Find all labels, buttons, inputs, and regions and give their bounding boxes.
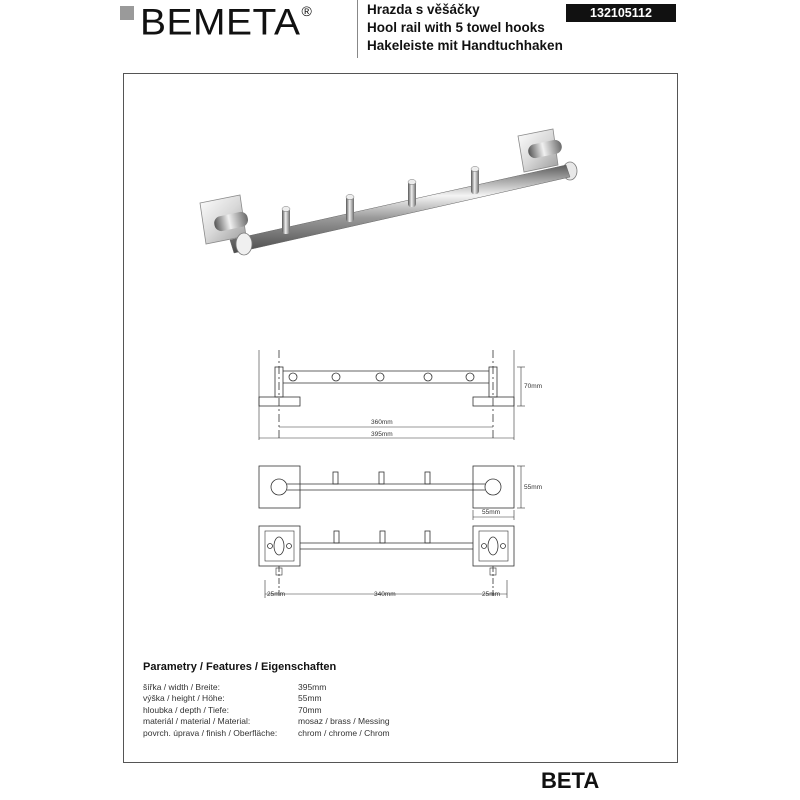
view-mounting	[259, 526, 514, 598]
param-value: 55mm	[298, 693, 322, 703]
dim-height: 70mm	[524, 383, 543, 390]
logo-text: BEMETA	[140, 2, 301, 43]
param-row	[143, 682, 390, 694]
param-value: 70mm	[298, 704, 322, 715]
param-label: výška / height / Höhe:	[143, 693, 225, 703]
param-row	[143, 705, 390, 717]
registered-mark: ®	[301, 3, 312, 19]
parameters-table	[143, 662, 390, 739]
model-name: BETA	[541, 768, 600, 793]
param-label: povrch. úprava / finish / Oberfläche:	[143, 727, 278, 738]
parameters-heading: Parametry / Features / Eigenschaften	[143, 661, 337, 673]
dim-base: 55mm	[482, 509, 501, 516]
param-row	[143, 716, 390, 728]
dim-inner: 360mm	[371, 419, 393, 426]
title-cz: Hrazda s věšáčky	[367, 2, 480, 17]
dim-right: 25mm	[482, 591, 501, 598]
param-value: chrom / chrome / Chrom	[298, 727, 390, 738]
param-label: materiál / material / Material:	[143, 716, 251, 726]
param-label: šířka / width / Breite:	[143, 681, 220, 692]
view-top	[259, 350, 525, 440]
param-row	[143, 728, 390, 740]
product-code: 132105112	[566, 4, 676, 22]
param-label: hloubka / depth / Tiefe:	[143, 704, 230, 715]
title-en: Hool rail with 5 towel hooks	[367, 20, 545, 35]
title-de: Hakeleiste mit Handtuchhaken	[367, 38, 563, 53]
dim-depth: 55mm	[524, 484, 543, 491]
param-value: mosaz / brass / Messing	[298, 716, 390, 726]
dim-center: 340mm	[374, 591, 396, 598]
dim-left: 25mm	[267, 591, 286, 598]
param-value: 395mm	[298, 681, 327, 692]
dim-total: 395mm	[371, 431, 393, 438]
param-row	[143, 693, 390, 705]
